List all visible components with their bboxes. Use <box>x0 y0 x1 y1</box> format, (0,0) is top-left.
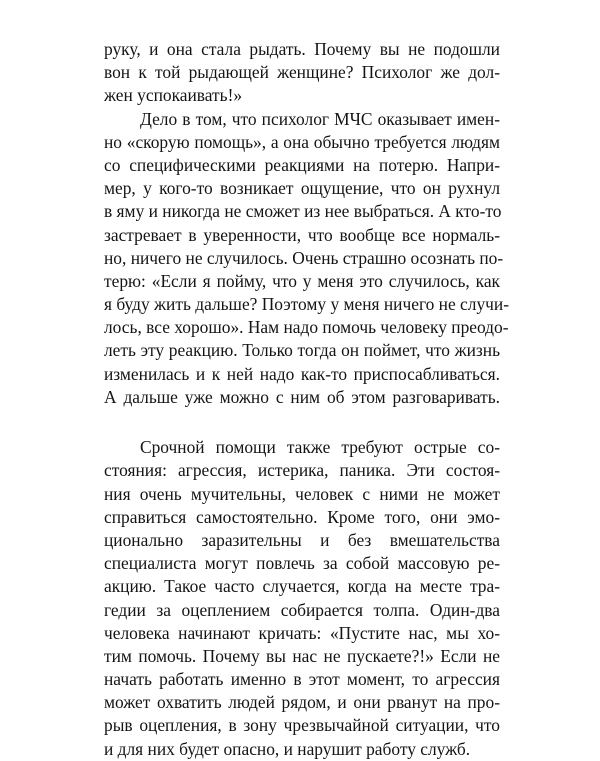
paragraph-2 <box>104 108 509 433</box>
text-line: жен успокаивать!» <box>104 85 243 106</box>
text-line: терю: «Если я пойму, что у меня это случилось, как <box>104 270 500 291</box>
text-line: но, ничего не случилось. Очень страшно осознать по- <box>104 247 504 268</box>
text-line <box>104 409 500 432</box>
text-line: справиться самостоятельно. Кроме того, они эмо- <box>104 506 500 527</box>
text-line: акцию. Такое часто случается, когда на месте тра- <box>104 576 500 597</box>
text-line: и для них будет опасно, и нарушит работу служб. <box>104 738 471 759</box>
text-line: леть эту реакцию. Только тогда он поймет, что жизнь <box>104 340 500 361</box>
text-line: но «скорую помощь», а она обычно требуется людям <box>104 131 500 152</box>
text-line: вон к той рыдающей женщине? Психолог же дол- <box>104 62 500 83</box>
text-line: изменилась и к ней надо как-то приспосабливаться. <box>104 363 500 384</box>
text-line: мер, у кого-то возникает ощущение, что он рухнул <box>104 178 500 199</box>
text-line: может охватить людей рядом, и они рванут на про- <box>104 692 500 713</box>
text-line: я буду жить дальше? Поэтому у меня ничего не случи- <box>104 294 509 315</box>
body-text <box>104 38 509 761</box>
text-line: в яму и никогда не сможет из нее выбраться. А кто-то <box>104 201 502 222</box>
text-line: лось, все хорошо». Нам надо помочь человеку преодо- <box>104 317 509 338</box>
text-line: рыв оцепления, в зону чрезвычайной ситуации, что <box>104 715 500 736</box>
text-line: человека начинают кричать: «Пустите нас, мы хо- <box>104 622 500 643</box>
text-line: гедии за оцеплением собирается толпа. Один-два <box>104 599 500 620</box>
text-line: ния очень мучительны, человек с ними не может <box>104 483 500 504</box>
text-line: застревает в уверенности, что вообще все нормаль- <box>104 224 500 245</box>
paragraph-1 <box>104 38 500 108</box>
paragraph-3 <box>104 436 500 761</box>
text-line: Срочной помощи также требуют острые со- <box>140 437 500 458</box>
text-line: со специфическими реакциями на потерю. Напри- <box>104 154 500 175</box>
text-line: начать работать именно в этот момент, то агрессия <box>104 669 500 690</box>
text-line: специалиста могут повлечь за собой массовую ре- <box>104 553 500 574</box>
text-line: Дело в том, что психолог МЧС оказывает имен- <box>140 108 500 129</box>
text-line: стояния: агрессия, истерика, паника. Эти состоя- <box>104 460 500 481</box>
text-line: ционально заразительны и без вмешательства <box>104 529 500 550</box>
text-line: А дальше уже можно с ним об этом разговаривать. <box>104 386 500 407</box>
text-line: тим помочь. Почему вы нас не пускаете?!» Если не <box>104 645 500 666</box>
text-line: руку, и она стала рыдать. Почему вы не подошли <box>104 39 500 59</box>
